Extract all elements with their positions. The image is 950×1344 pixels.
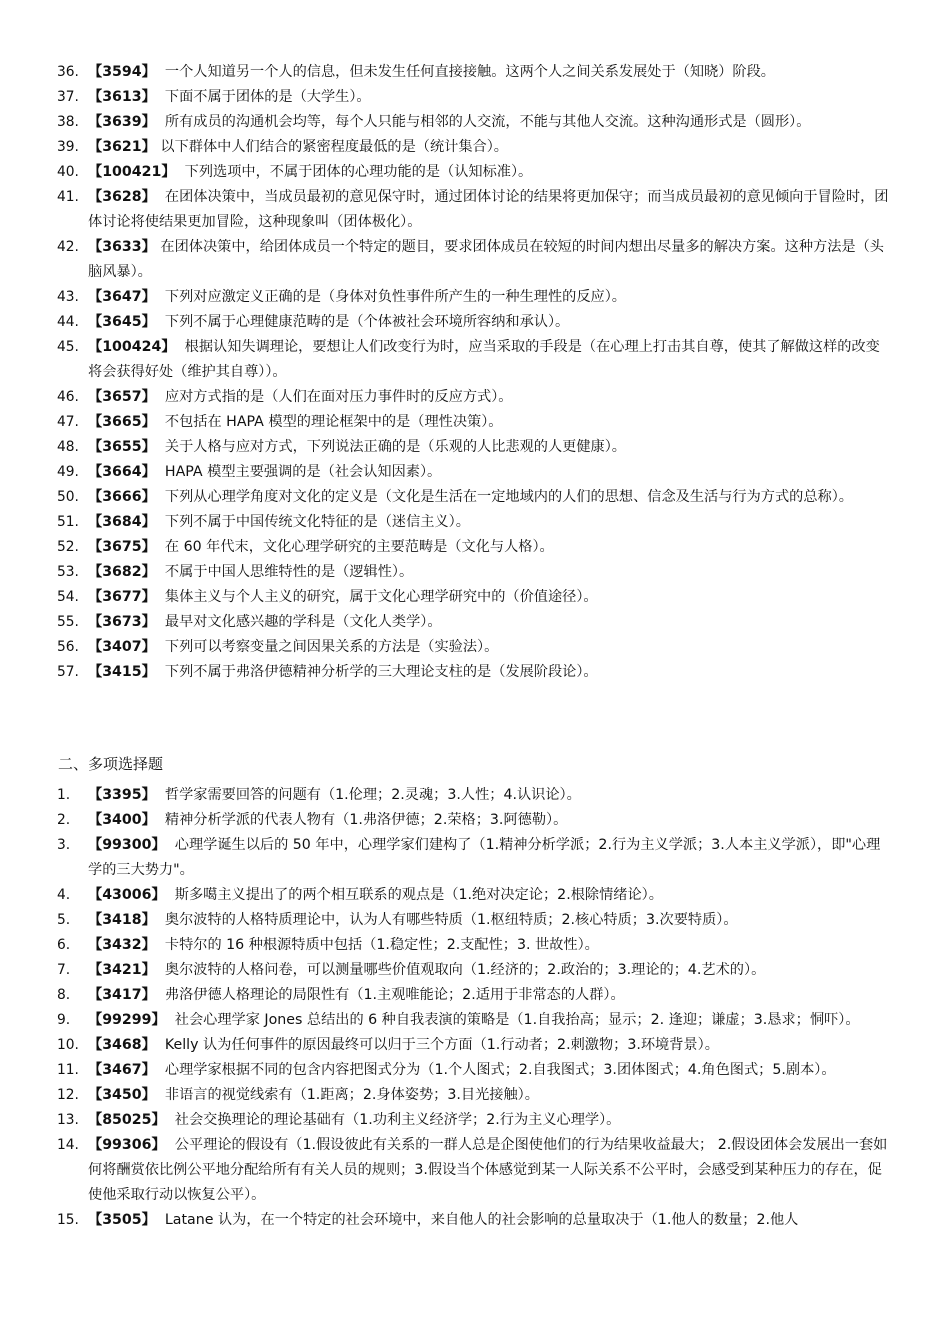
question-number: 46. <box>57 389 79 405</box>
question-text: 公平理论的假设有（1.假设彼此有关系的一群人总是企图使他们的行为结果收益最大； 2.假设团体会发展出一套如何将酬赏依比例公平地分配给所有有关人员的规则；3.假设当个体感觉到某一人际关系不公平时，会感受到某种压力的存在，促使他采取行动以恢复公平）。 <box>88 1137 888 1203</box>
question-number: 2. <box>57 812 71 828</box>
question-text: 下列从心理学角度对文化的定义是（文化是生活在一定地域内的人们的思想、信念及生活与行为方式的总称）。 <box>155 489 853 505</box>
question-code: 【3633】 <box>88 239 156 255</box>
question-item <box>0 160 950 185</box>
question-number: 48. <box>57 439 79 455</box>
question-code: 【3647】 <box>88 289 156 305</box>
question-item <box>0 1133 950 1208</box>
question-item <box>0 510 950 535</box>
question-text: 在 60 年代末，文化心理学研究的主要范畴是（文化与人格）。 <box>155 539 554 555</box>
question-code: 【99300】 <box>88 837 166 853</box>
question-number: 54. <box>57 589 79 605</box>
question-code: 【43006】 <box>88 887 166 903</box>
question-text: 在团体决策中，当成员最初的意见保守时，通过团体讨论的结果将更加保守；而当成员最初的意见倾向于冒险时，团体讨论将使结果更加冒险，这种现象叫（团体极化）。 <box>88 189 889 230</box>
question-code: 【3639】 <box>88 114 156 130</box>
question-text: 精神分析学派的代表人物有（1.弗洛伊德；2.荣格；3.阿德勒）。 <box>155 812 568 828</box>
question-item <box>0 585 950 610</box>
question-text: 不属于中国人思维特性的是（逻辑性）。 <box>155 564 414 580</box>
question-code: 【3673】 <box>88 614 156 630</box>
question-number: 38. <box>57 114 79 130</box>
question-number: 37. <box>57 89 79 105</box>
question-number: 14. <box>57 1137 79 1153</box>
question-code: 【3682】 <box>88 564 156 580</box>
question-item <box>0 185 950 235</box>
question-item <box>0 85 950 110</box>
question-text: 在团体决策中，给团体成员一个特定的题目，要求团体成员在较短的时间内想出尽量多的解决方案。这种方法是（头脑风暴）。 <box>88 239 884 280</box>
question-item <box>0 285 950 310</box>
question-item <box>0 1108 950 1133</box>
single-choice-list <box>0 60 950 685</box>
question-number: 39. <box>57 139 79 155</box>
question-text: 以下群体中人们结合的紧密程度最低的是（统计集合）。 <box>155 139 508 155</box>
question-code: 【3432】 <box>88 937 156 953</box>
section-heading: 二、多项选择题 <box>58 755 164 773</box>
question-text: 根据认知失调理论，要想让人们改变行为时，应当采取的手段是（在心理上打击其自尊，使其了解做这样的改变将会获得好处（维护其自尊））。 <box>88 339 880 380</box>
question-number: 6. <box>57 937 71 953</box>
question-code: 【3666】 <box>88 489 156 505</box>
question-number: 8. <box>57 987 71 1003</box>
question-text: 社会交换理论的理论基础有（1.功利主义经济学；2.行为主义心理学）。 <box>165 1112 621 1128</box>
question-text: 下列不属于中国传统文化特征的是（迷信主义）。 <box>155 514 470 530</box>
question-number: 10. <box>57 1037 79 1053</box>
question-text: 所有成员的沟通机会均等，每个人只能与相邻的人交流，不能与其他人交流。这种沟通形式是（圆形）。 <box>155 114 811 130</box>
question-text: 下列不属于心理健康范畴的是（个体被社会环境所容纳和承认）。 <box>155 314 570 330</box>
question-code: 【3664】 <box>88 464 156 480</box>
question-item <box>0 1083 950 1108</box>
question-item <box>0 635 950 660</box>
question-code: 【3665】 <box>88 414 156 430</box>
question-item <box>0 883 950 908</box>
question-text: 奥尔波特的人格问卷，可以测量哪些价值观取向（1.经济的；2.政治的；3.理论的；4.艺术的）。 <box>155 962 766 978</box>
question-code: 【3505】 <box>88 1212 156 1228</box>
question-text: Kelly 认为任何事件的原因最终可以归于三个方面（1.行动者；2.刺激物；3.环境背景）。 <box>155 1037 719 1053</box>
question-number: 56. <box>57 639 79 655</box>
question-number: 13. <box>57 1112 79 1128</box>
question-number: 45. <box>57 339 79 355</box>
question-code: 【3421】 <box>88 962 156 978</box>
question-number: 55. <box>57 614 79 630</box>
question-number: 51. <box>57 514 79 530</box>
question-number: 47. <box>57 414 79 430</box>
question-code: 【3628】 <box>88 189 156 205</box>
question-text: 心理学诞生以后的 50 年中，心理学家们建构了（1.精神分析学派；2.行为主义学派；3.人本主义学派），即"心理学的三大势力"。 <box>88 837 881 878</box>
question-item <box>0 460 950 485</box>
question-text: 非语言的视觉线索有（1.距离；2.身体姿势；3.目光接触）。 <box>155 1087 539 1103</box>
question-code: 【3467】 <box>88 1062 156 1078</box>
question-number: 40. <box>57 164 79 180</box>
question-item <box>0 933 950 958</box>
question-text: 卡特尔的 16 种根源特质中包括（1.稳定性；2.支配性；3. 世故性）。 <box>155 937 599 953</box>
question-text: 下列选项中，不属于团体的心理功能的是（认知标准）。 <box>175 164 533 180</box>
question-code: 【3418】 <box>88 912 156 928</box>
multiple-choice-list <box>0 783 950 1233</box>
question-item <box>0 60 950 85</box>
question-item <box>0 808 950 833</box>
question-item <box>0 610 950 635</box>
question-code: 【3621】 <box>88 139 156 155</box>
question-number: 36. <box>57 64 79 80</box>
question-number: 11. <box>57 1062 79 1078</box>
question-number: 1. <box>57 787 71 803</box>
question-item <box>0 310 950 335</box>
question-text: 不包括在 HAPA 模型的理论框架中的是（理性决策）。 <box>155 414 503 430</box>
question-text: 关于人格与应对方式，下列说法正确的是（乐观的人比悲观的人更健康）。 <box>155 439 626 455</box>
question-number: 57. <box>57 664 79 680</box>
question-item <box>0 660 950 685</box>
question-code: 【3594】 <box>88 64 156 80</box>
question-text: 一个人知道另一个人的信息，但未发生任何直接接触。这两个人之间关系发展处于（知晓）阶段。 <box>155 64 775 80</box>
question-text: 下列可以考察变量之间因果关系的方法是（实验法）。 <box>155 639 499 655</box>
question-text: 最早对文化感兴趣的学科是（文化人类学）。 <box>155 614 442 630</box>
question-number: 4. <box>57 887 71 903</box>
question-number: 15. <box>57 1212 79 1228</box>
question-item <box>0 1208 950 1233</box>
question-number: 12. <box>57 1087 79 1103</box>
question-code: 【100424】 <box>88 339 176 355</box>
question-item <box>0 435 950 460</box>
question-code: 【99299】 <box>88 1012 166 1028</box>
question-number: 41. <box>57 189 79 205</box>
question-text: 斯多噶主义提出了的两个相互联系的观点是（1.绝对决定论；2.根除情绪论）。 <box>165 887 663 903</box>
question-text: 社会心理学家 Jones 总结出的 6 种自我表演的策略是（1.自我抬高；显示；2. 逢迎；谦虚；3.恳求；恫吓）。 <box>165 1012 860 1028</box>
question-text: 奥尔波特的人格特质理论中，认为人有哪些特质（1.枢纽特质；2.核心特质；3.次要特质）。 <box>155 912 738 928</box>
question-code: 【3417】 <box>88 987 156 1003</box>
question-code: 【3415】 <box>88 664 156 680</box>
question-text: 哲学家需要回答的问题有（1.伦理；2.灵魂；3.人性；4.认识论）。 <box>155 787 581 803</box>
question-text: 应对方式指的是（人们在面对压力事件时的反应方式）。 <box>155 389 513 405</box>
question-code: 【3613】 <box>88 89 156 105</box>
question-text: Latane 认为，在一个特定的社会环境中，来自他人的社会影响的总量取决于（1.他人的数量；2.他人 <box>155 1212 799 1228</box>
question-item <box>0 958 950 983</box>
question-text: 心理学家根据不同的包含内容把图式分为（1.个人图式；2.自我图式；3.团体图式；4.角色图式；5.剧本）。 <box>155 1062 836 1078</box>
question-number: 5. <box>57 912 71 928</box>
question-code: 【3395】 <box>88 787 156 803</box>
question-code: 【3450】 <box>88 1087 156 1103</box>
question-item <box>0 335 950 385</box>
question-number: 7. <box>57 962 71 978</box>
question-text: 集体主义与个人主义的研究，属于文化心理学研究中的（价值途径）。 <box>155 589 598 605</box>
question-code: 【99306】 <box>88 1137 166 1153</box>
question-code: 【3657】 <box>88 389 156 405</box>
question-code: 【3645】 <box>88 314 156 330</box>
question-number: 52. <box>57 539 79 555</box>
question-number: 43. <box>57 289 79 305</box>
question-item <box>0 535 950 560</box>
question-code: 【3407】 <box>88 639 156 655</box>
question-item <box>0 983 950 1008</box>
question-item <box>0 1008 950 1033</box>
question-item <box>0 410 950 435</box>
question-text: HAPA 模型主要强调的是（社会认知因素）。 <box>155 464 442 480</box>
question-number: 49. <box>57 464 79 480</box>
question-item <box>0 560 950 585</box>
question-number: 44. <box>57 314 79 330</box>
question-code: 【85025】 <box>88 1112 166 1128</box>
question-number: 50. <box>57 489 79 505</box>
question-number: 3. <box>57 837 71 853</box>
question-item <box>0 485 950 510</box>
question-code: 【3400】 <box>88 812 156 828</box>
question-number: 53. <box>57 564 79 580</box>
question-number: 42. <box>57 239 79 255</box>
question-item <box>0 135 950 160</box>
question-code: 【100421】 <box>88 164 176 180</box>
question-code: 【3675】 <box>88 539 156 555</box>
question-code: 【3468】 <box>88 1037 156 1053</box>
question-code: 【3655】 <box>88 439 156 455</box>
question-item <box>0 833 950 883</box>
question-item <box>0 1033 950 1058</box>
question-item <box>0 385 950 410</box>
question-number: 9. <box>57 1012 71 1028</box>
question-item <box>0 908 950 933</box>
question-text: 下列对应激定义正确的是（身体对负性事件所产生的一种生理性的反应）。 <box>155 289 626 305</box>
question-item <box>0 1058 950 1083</box>
question-item <box>0 783 950 808</box>
question-item <box>0 235 950 285</box>
question-text: 弗洛伊德人格理论的局限性有（1.主观唯能论；2.适用于非常态的人群）。 <box>155 987 625 1003</box>
question-text: 下面不属于团体的是（大学生）。 <box>155 89 371 105</box>
question-code: 【3677】 <box>88 589 156 605</box>
question-item <box>0 110 950 135</box>
question-text: 下列不属于弗洛伊德精神分析学的三大理论支柱的是（发展阶段论）。 <box>155 664 598 680</box>
question-code: 【3684】 <box>88 514 156 530</box>
